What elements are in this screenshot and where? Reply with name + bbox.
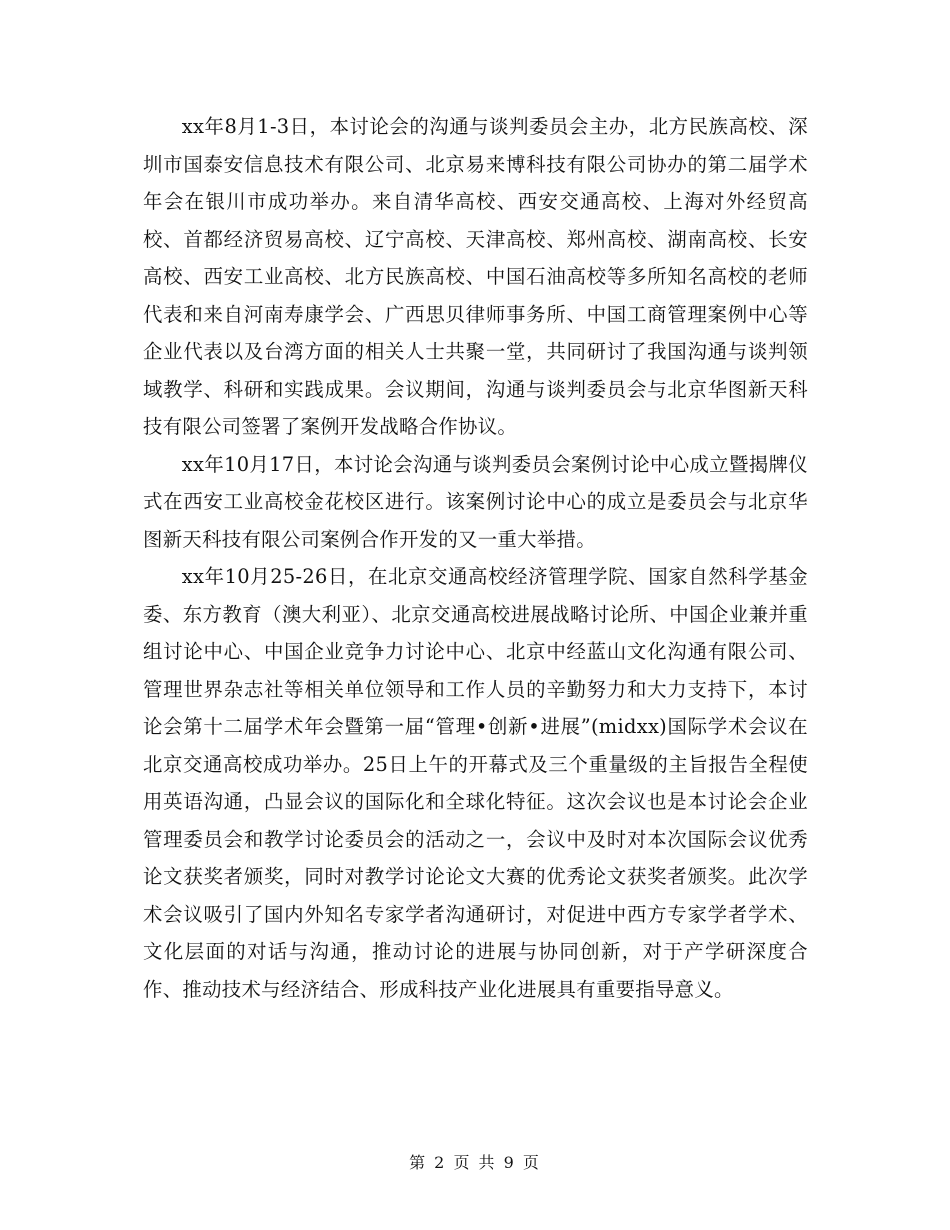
page-number-footer: 第 2 页 共 9 页 bbox=[409, 1153, 541, 1172]
paragraph-2: xx年10月17日，本讨论会沟通与谈判委员会案例讨论中心成立暨揭牌仪式在西安工业高校金花校区进行。该案例讨论中心的成立是委员会与北京华图新天科技有限公司案例合作开发的又一重大举措。 bbox=[143, 452, 808, 551]
paragraph-3: xx年10月25-26日，在北京交通高校经济管理学院、国家自然科学基金委、东方教育（澳大利亚）、北京交通高校进展战略讨论所、中国企业兼并重组讨论中心、中国企业竞争力讨论中心、北京中经蓝山文化沟通有限公司、管理世界杂志社等相关单位领导和工作人员的辛勤努力和大力支持下，本讨论会第十二届学术年会暨第一届“管理•创新•进展”(midxx)国际学术会议在北京交通高校成功举办。25日上午的开幕式及三个重量级的主旨报告全程使用英语沟通，凸显会议的国际化和全球化特征。这次会议也是本讨论会企业管理委员会和教学讨论委员会的活动之一，会议中及时对本次国际会议优秀论文获奖者颁奖，同时对教学讨论论文大赛的优秀论文获奖者颁奖。此次学术会议吸引了国内外知名专家学者沟通研讨，对促进中西方专家学者学术、文化层面的对话与沟通，推动讨论的进展与协同创新，对于产学研深度合作、推动技术与经济结合、形成科技产业化进展具有重要指导意义。 bbox=[143, 565, 808, 1001]
paragraph-1: xx年8月1-3日，本讨论会的沟通与谈判委员会主办，北方民族高校、深圳市国泰安信息技术有限公司、北京易来博科技有限公司协办的第二届学术年会在银川市成功举办。来自清华高校、西安交通高校、上海对外经贸高校、首都经济贸易高校、辽宁高校、天津高校、郑州高校、湖南高校、长安高校、西安工业高校、北方民族高校、中国石油高校等多所知名高校的老师代表和来自河南寿康学会、广西思贝律师事务所、中国工商管理案例中心等企业代表以及台湾方面的相关人士共聚一堂，共同研讨了我国沟通与谈判领域教学、科研和实践成果。会议期间，沟通与谈判委员会与北京华图新天科技有限公司签署了案例开发战略合作协议。 bbox=[143, 115, 808, 438]
document-body bbox=[143, 108, 808, 1008]
